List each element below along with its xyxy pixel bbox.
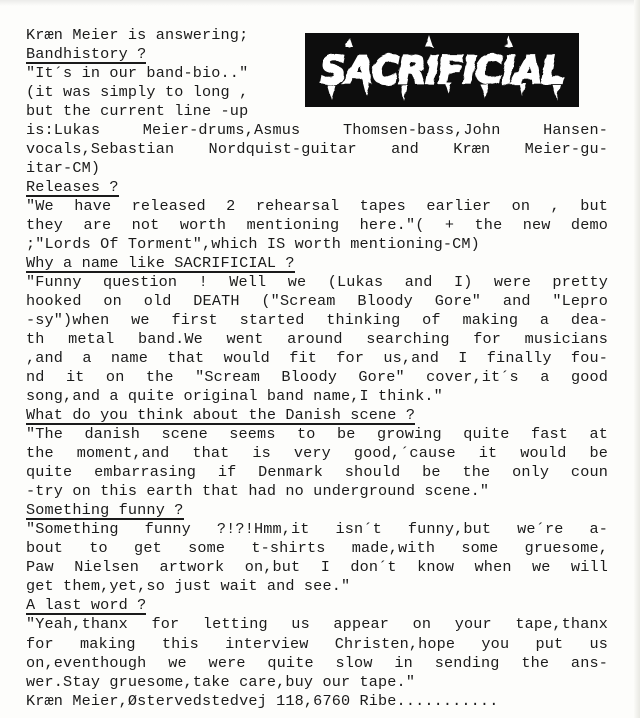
answer-line: song,and a quite original band name,I think." xyxy=(26,387,443,406)
answer-line: "Funny question ! Well we (Lukas and I) were pretty xyxy=(26,273,608,292)
paper-top-shadow xyxy=(0,0,640,6)
answer-line: for making this interview Christen,hope you put us xyxy=(26,634,608,653)
answer-line: "It´s in our band-bio.." xyxy=(26,64,249,83)
answer-line: "We have released 2 rehearsal tapes earlier on , but xyxy=(26,197,608,216)
answer-line: Paw Nielsen artwork on,but I don´t know when we will xyxy=(26,558,608,577)
question-heading-danish-scene: What do you think about the Danish scene ? xyxy=(26,406,416,425)
answer-line: quite embarrasing if Denmark should be the only coun xyxy=(26,463,608,482)
question-heading-bandhistory: Bandhistory ? xyxy=(26,45,147,64)
answer-line: ,and a name that would fit for us,and I finally fou- xyxy=(26,349,608,368)
answer-line: on,eventhough we were quite slow in sending the ans- xyxy=(26,653,608,672)
answer-line: is:Lukas Meier-drums,Asmus Thomsen-bass,John Hansen- xyxy=(26,121,608,140)
answer-line: -sy")when we first started thinking of making a dea- xyxy=(26,311,608,330)
question-heading-releases: Releases ? xyxy=(26,178,119,197)
answer-line: get them,yet,so just wait and see." xyxy=(26,577,351,596)
paper-right-edge xyxy=(634,0,640,718)
question-heading-name: Why a name like SACRIFICIAL ? xyxy=(26,254,295,273)
answer-line: ;"Lords Of Torment",which IS worth mentioning-CM) xyxy=(26,235,480,254)
answer-line: "The danish scene seems to be growing quite fast at xyxy=(26,425,608,444)
contact-address: Kræn Meier,Østervedstedvej 118,6760 Ribe........... xyxy=(26,691,499,710)
intro-line: Kræn Meier is answering; xyxy=(26,26,249,44)
answer-line: "Yeah,thanx for letting us appear on your tape,thanx xyxy=(26,615,608,634)
answer-line: -try on this earth that had no underground scene." xyxy=(26,482,490,501)
answer-line: (it was simply to long , xyxy=(26,83,249,102)
answer-line: bout to get some t-shirts made,with some gruesome, xyxy=(26,539,608,558)
answer-line: itar-CM) xyxy=(26,159,101,178)
answer-line: wer.Stay gruesome,take care,buy our tape." xyxy=(26,672,416,691)
band-logo-text: SACRIFICIAL xyxy=(319,49,565,92)
answer-line: they are not worth mentioning here."( + the new demo xyxy=(26,216,608,235)
question-heading-something-funny: Something funny ? xyxy=(26,501,184,520)
answer-line: hooked on old DEATH ("Scream Bloody Gore" and "Lepro xyxy=(26,292,608,311)
answer-line: "Something funny ?!?!Hmm,it isn´t funny,but we´re a- xyxy=(26,520,608,539)
answer-line: th metal band.We went around searching for musicians xyxy=(26,330,608,349)
answer-line: nd it on the "Scream Bloody Gore" cover,it´s a good xyxy=(26,368,608,387)
answer-line: vocals,Sebastian Nordquist-guitar and Kræn Meier-gu- xyxy=(26,140,608,159)
answer-line: the moment,and that is very good,´cause it would be xyxy=(26,444,608,463)
answer-line: but the current line -up xyxy=(26,102,249,121)
question-heading-last-word: A last word ? xyxy=(26,596,147,615)
interview-text xyxy=(26,26,608,711)
